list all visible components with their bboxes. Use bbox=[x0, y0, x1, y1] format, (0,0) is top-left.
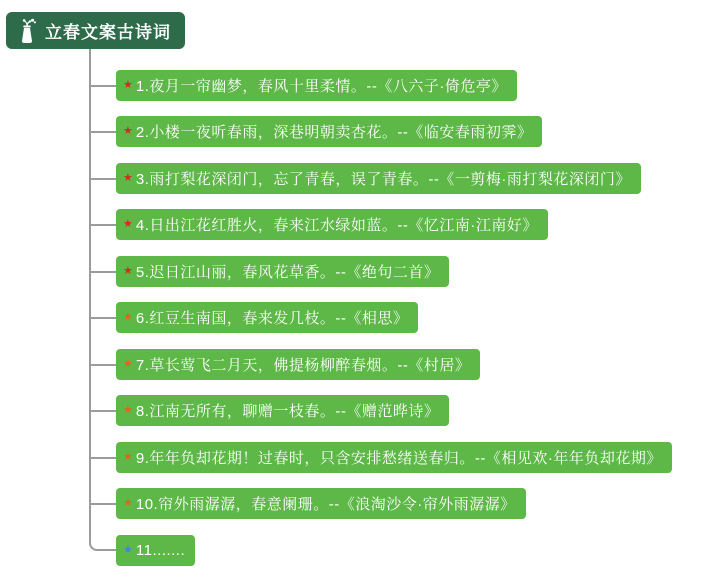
branch-line bbox=[91, 178, 116, 180]
poem-node-3 bbox=[91, 163, 641, 194]
branch-line bbox=[91, 317, 116, 319]
poem-node[interactable] bbox=[116, 256, 449, 287]
star-icon: ★ bbox=[123, 544, 133, 556]
star-icon: ★ bbox=[123, 451, 133, 463]
star-icon: ★ bbox=[123, 311, 133, 323]
vase-flower-icon bbox=[16, 18, 38, 44]
poem-text: 9.年年负却花期！过春时，只含安排愁绪送春归。--《相见欢·年年负却花期》 bbox=[135, 450, 662, 467]
poem-node[interactable] bbox=[116, 116, 542, 147]
poem-text: 2.小楼一夜听春雨，深巷明朝卖杏花。--《临安春雨初霁》 bbox=[135, 124, 533, 141]
poem-node[interactable] bbox=[116, 395, 449, 426]
poem-node[interactable] bbox=[116, 209, 548, 240]
poem-node[interactable] bbox=[116, 70, 517, 101]
poem-node-6 bbox=[91, 302, 418, 333]
poem-text: 3.雨打梨花深闭门，忘了青春，误了青春。--《一剪梅·雨打梨花深闭门》 bbox=[135, 171, 631, 188]
branch-line bbox=[91, 457, 116, 459]
branch-line bbox=[91, 131, 116, 133]
poem-node-8 bbox=[91, 395, 449, 426]
poem-text: 10.帘外雨潺潺，春意阑珊。--《浪淘沙令·帘外雨潺潺》 bbox=[135, 496, 516, 513]
poem-text: 8.江南无所有，聊赠一枝春。--《赠范晔诗》 bbox=[135, 403, 440, 420]
poem-node[interactable] bbox=[116, 163, 641, 194]
branch-line bbox=[91, 224, 116, 226]
poem-node[interactable] bbox=[116, 442, 672, 473]
branch-line bbox=[91, 410, 116, 412]
poem-text: 1.夜月一帘幽梦，春风十里柔情。--《八六子·倚危亭》 bbox=[135, 78, 507, 95]
star-icon: ★ bbox=[123, 218, 133, 230]
poem-node-4 bbox=[91, 209, 548, 240]
branch-line bbox=[91, 85, 116, 87]
poem-text: 11....... bbox=[135, 542, 186, 559]
poem-text: 5.迟日江山丽，春风花草香。--《绝句二首》 bbox=[135, 264, 440, 281]
star-icon: ★ bbox=[123, 265, 133, 277]
poem-text: 4.日出江花红胜火，春来江水绿如蓝。--《忆江南·江南好》 bbox=[135, 217, 538, 234]
star-icon: ★ bbox=[123, 172, 133, 184]
poem-node[interactable] bbox=[116, 535, 195, 566]
branch-line bbox=[91, 364, 116, 366]
branch-line bbox=[91, 503, 116, 505]
poem-node-7 bbox=[91, 349, 480, 380]
poem-node[interactable] bbox=[116, 302, 418, 333]
star-icon: ★ bbox=[123, 404, 133, 416]
star-icon: ★ bbox=[123, 358, 133, 370]
poem-node-5 bbox=[91, 256, 449, 287]
star-icon: ★ bbox=[123, 497, 133, 509]
poem-node[interactable] bbox=[116, 488, 526, 519]
poem-node-11 bbox=[91, 535, 195, 566]
poem-text: 7.草长莺飞二月天，佛提杨柳醉春烟。--《村居》 bbox=[135, 357, 471, 374]
branch-line bbox=[91, 271, 116, 273]
poem-node-2 bbox=[91, 116, 542, 147]
poem-node-10 bbox=[91, 488, 526, 519]
star-icon: ★ bbox=[123, 125, 133, 137]
poem-node[interactable] bbox=[116, 349, 480, 380]
root-node[interactable] bbox=[6, 12, 185, 49]
star-icon: ★ bbox=[123, 79, 133, 91]
root-title: 立春文案古诗词 bbox=[45, 23, 171, 42]
poem-node-9 bbox=[91, 442, 672, 473]
poem-text: 6.红豆生南国，春来发几枝。--《相思》 bbox=[135, 310, 409, 327]
poem-node-1 bbox=[91, 70, 517, 101]
